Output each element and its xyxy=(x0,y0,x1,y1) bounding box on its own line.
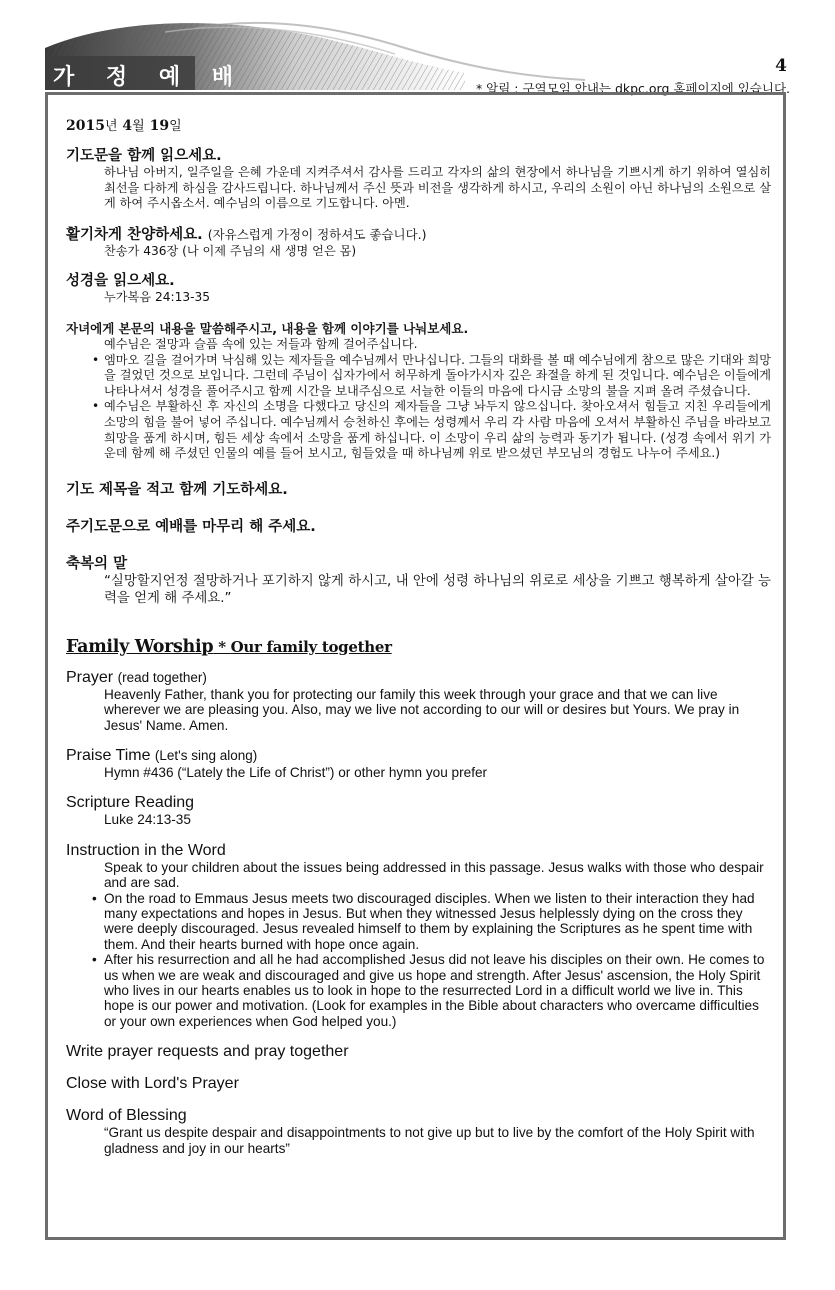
en-instruction-intro: Speak to your children about the issues being addressed in this passage. Jesus walks with those who despair and are sad. xyxy=(104,859,764,891)
en-prayer-note: (read together) xyxy=(117,669,207,685)
date-day: 19 xyxy=(149,118,170,134)
english-title-separator: * xyxy=(213,637,231,656)
en-scripture-heading: Scripture Reading xyxy=(66,794,195,812)
en-prayer-heading-text: Prayer xyxy=(66,668,114,686)
date-month: 4 xyxy=(122,118,133,134)
worship-content xyxy=(66,115,771,1156)
date-day-unit: 일 xyxy=(169,119,182,134)
ko-lords-prayer-heading: 주기도문으로 예배를 마무리 해 주세요. xyxy=(66,518,316,535)
english-title xyxy=(66,637,771,657)
en-praise-heading xyxy=(66,747,771,765)
en-praise-note: (Let's sing along) xyxy=(154,747,258,763)
en-praise-heading-text: Praise Time xyxy=(66,746,151,764)
date-year-unit: 년 xyxy=(104,119,118,134)
ko-praise-body: 찬송가 436장 (나 이제 주님의 새 생명 얻은 몸) xyxy=(104,243,357,258)
ko-praise-note: (자유스럽게 가정이 정하셔도 좋습니다.) xyxy=(207,226,427,242)
en-scripture-body: Luke 24:13-35 xyxy=(104,812,191,828)
en-prayer-heading xyxy=(66,669,771,687)
ko-scripture-heading: 성경을 읽으세요. xyxy=(66,273,175,290)
en-instruction-list xyxy=(66,891,771,1030)
english-title-main: Family Worship xyxy=(66,636,214,657)
section-title: 가 정 예 배 xyxy=(53,65,245,90)
date-year: 2015 xyxy=(66,118,105,134)
list-item: • After his resurrection and all he had accomplished Jesus did not leave his disciples on their own. He comes to us when we are weak and discouraged and give us hope and strength. After Jesus' ascension, the Holy Spirit who lives in our hearts enables us to look in hope to the resurrected Lord in a difficult world we live in. This hope is our power and motivation. (Look for examples in the Bible about characters who overcame difficulties or your own experiences when God helped you.) xyxy=(104,952,771,1029)
en-blessing-heading: Word of Blessing xyxy=(66,1107,187,1125)
list-item: • 예수님은 부활하신 후 자신의 소명을 다했다고 당신의 제자들을 그냥 놔두지 않으십니다. 찾아오셔서 힘들고 지친 우리들에게 소망의 힘을 불어 넣어 주십니다. 예수님께서 승천하신 후에는 성령께서 우리 각 사람 마음에 오셔서 부활하신 주님을 바라보고 희망을 품게 하시며, 힘든 세상 속에서 소망을 품게 하십니다. 이 소망이 우리 삶의 능력과 동기가 됩니다. (성경 속에서 위기 가운데 함께 해 주셨던 인물의 예를 들어 보시고, 힘들었을 때 하나님께 위로 받으셨던 부모님의 경험도 나누어 주세요.) xyxy=(104,399,771,461)
list-item: • On the road to Emmaus Jesus meets two discouraged disciples. When we listen to their interaction they had many expectations and hopes in Jesus. But when they witnessed Jesus helplessly dying on the cross they were deeply discouraged. Jesus revealed himself to them by explaining the Scriptures as he spent time with them. And their hearts burned with hope once again. xyxy=(104,891,771,953)
date-month-unit: 월 xyxy=(132,119,145,134)
en-praise-body: Hymn #436 (“Lately the Life of Christ”) or other hymn you prefer xyxy=(104,764,488,780)
ko-prayer-requests-heading: 기도 제목을 적고 함께 기도하세요. xyxy=(66,481,288,498)
ko-blessing-heading: 축복의 말 xyxy=(66,555,128,572)
list-item: • 엠마오 길을 걸어가며 낙심해 있는 제자들을 예수님께서 만나십니다. 그들의 대화를 볼 때 예수님에게 참으로 많은 기대와 희망을 걸었던 것으로 보입니다. 그런데 주님이 십자가에서 허무하게 돌아가시자 깊은 좌절을 하게 된 것입니다. 예수님은 이들에게 나타나셔서 성경을 풀어주시고 함께 시간을 보내주심으로 서늘한 이들의 마음에 다시금 소망의 불을 지펴 올려 주셨습니다. xyxy=(104,353,771,400)
english-subtitle: Our family together xyxy=(230,637,392,656)
ko-prayer-body: 하나님 아버지, 일주일을 은혜 가운데 지켜주셔서 감사를 드리고 각자의 삶의 현장에서 하나님을 기쁘시게 하기 위하여 열심히 최선을 다하게 하심을 감사드립니다. 하나님께서 주신 뜻과 비전을 생각하게 하시고, 우리의 소원이 아닌 하나님의 소원으로 살게 하여 주시옵소서. 예수님의 이름으로 기도합니다. 아멘. xyxy=(104,165,771,211)
ko-instruction-list xyxy=(66,353,771,462)
en-prayer-body: Heavenly Father, thank you for protecting our family this week through your grace and that we can live wherever we are pleasing you. Also, may we live not according to our will or desires but Yours. We pray in Jesus' Name. Amen. xyxy=(104,686,740,733)
ko-praise-heading xyxy=(66,226,771,244)
ko-instruction-intro: 예수님은 절망과 슬픔 속에 있는 저들과 함께 걸어주십니다. xyxy=(104,336,418,351)
en-blessing-body: “Grant us despite despair and disappointments to not give up but to live by the comfort of the Holy Spirit with gladness and joy in our hearts” xyxy=(104,1125,755,1156)
en-instruction-heading: Instruction in the Word xyxy=(66,841,226,859)
en-prayer-requests-heading: Write prayer requests and pray together xyxy=(66,1043,349,1061)
ko-instruction-heading: 자녀에게 본문의 내용을 말씀해주시고, 내용을 함께 이야기를 나눠보세요. xyxy=(66,320,469,336)
notice-text: * 알림 : 구역모임 안내는 dkpc.org 홈페이지에 있습니다. xyxy=(475,81,790,96)
worship-date xyxy=(66,115,771,134)
ko-blessing-body: “실망할지언정 절망하거나 포기하지 않게 하시고, 내 안에 성령 하나님의 위로로 세상을 기쁘고 행복하게 살아갈 능력을 얻게 해 주세요.” xyxy=(104,573,771,606)
en-lords-prayer-heading: Close with Lord's Prayer xyxy=(66,1075,239,1093)
page-number: 4 xyxy=(775,56,787,76)
ko-prayer-heading: 기도문을 함께 읽으세요. xyxy=(66,148,222,164)
ko-scripture-body: 누가복음 24:13-35 xyxy=(104,290,210,305)
ko-praise-heading-text: 활기차게 찬양하세요. xyxy=(66,226,203,243)
